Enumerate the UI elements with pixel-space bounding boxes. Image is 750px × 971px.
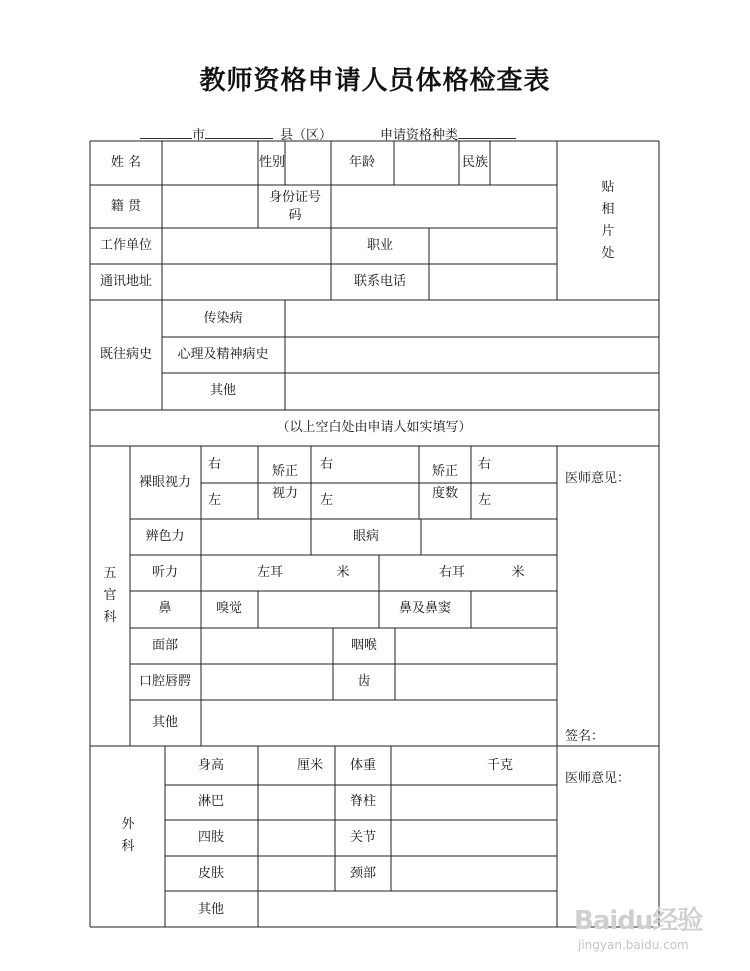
naked-right-label: 右 (208, 457, 222, 472)
lymph-label: 淋巴 (197, 794, 225, 809)
id-number-label: 身份证号码 (268, 190, 321, 223)
right-ear-unit: 米 (511, 565, 525, 580)
corrected-vision-label: 矫正视力 (271, 464, 298, 501)
face-label: 面部 (151, 638, 179, 653)
gender-label: 性别 (258, 155, 285, 170)
mental-history-label: 心理及精神病史 (177, 347, 269, 362)
address-label: 通讯地址 (99, 274, 153, 289)
degree-left-label: 左 (478, 493, 492, 508)
teeth-label: 齿 (357, 674, 371, 689)
height-label: 身高 (197, 758, 225, 773)
baidu-watermark-logo: Baidu经验 (574, 906, 703, 936)
smell-label: 嗅觉 (215, 601, 243, 616)
facial-other-label: 其他 (151, 715, 179, 730)
baidu-watermark-url: jingyan.baidu.com (578, 938, 689, 952)
surgery-other-label: 其他 (197, 902, 225, 917)
corrected-right-label: 右 (320, 457, 334, 472)
county-label: 县（区） (280, 128, 333, 143)
limbs-label: 四肢 (197, 830, 225, 845)
nose-label: 鼻 (158, 601, 172, 616)
qualification-type-field: 申请资格种类 (380, 124, 516, 143)
applicant-note: （以上空白处由申请人如实填写） (276, 420, 472, 435)
sinus-label: 鼻及鼻窦 (398, 601, 452, 616)
form-title: 教师资格申请人员体格检查表 (199, 66, 551, 96)
hearing-label: 听力 (151, 565, 179, 580)
native-place-label: 籍 贯 (110, 199, 142, 214)
degree-right-label: 右 (478, 457, 492, 472)
photo-placeholder: 贴相片处 (601, 180, 615, 261)
corrected-left-label: 左 (320, 493, 334, 508)
phone-label: 联系电话 (353, 274, 407, 289)
throat-label: 咽喉 (350, 638, 378, 653)
facial-doctor-opinion: 医师意见： (565, 471, 631, 486)
left-ear-unit: 米 (336, 565, 350, 580)
neck-label: 颈部 (349, 866, 377, 881)
facial-signature-label: 签名： (565, 729, 605, 744)
history-other-label: 其他 (209, 383, 237, 398)
height-unit: 厘米 (296, 758, 324, 773)
spine-label: 脊柱 (349, 794, 377, 809)
name-label: 姓 名 (110, 155, 142, 170)
occupation-label: 职业 (366, 238, 394, 253)
surgery-doctor-opinion: 医师意见： (565, 771, 631, 786)
joints-label: 关节 (349, 830, 377, 845)
age-label: 年龄 (348, 155, 376, 170)
ethnicity-label: 民族 (461, 155, 488, 170)
work-unit-label: 工作单位 (99, 238, 153, 253)
skin-label: 皮肤 (197, 866, 225, 881)
infectious-disease-label: 传染病 (203, 311, 243, 326)
city-field: 市 (140, 124, 273, 143)
eye-disease-label: 眼病 (352, 529, 380, 544)
weight-unit: 千克 (486, 758, 514, 773)
oral-label: 口腔唇腭 (138, 674, 192, 689)
right-ear-label: 右耳 (438, 565, 466, 580)
color-vision-label: 辨色力 (145, 529, 185, 544)
naked-vision-label: 裸眼视力 (138, 475, 192, 490)
history-label: 既往病史 (99, 347, 153, 362)
correction-degree-label: 矫正度数 (431, 464, 458, 501)
facial-section-label: 五官科 (103, 566, 117, 625)
surgery-section-label: 外科 (121, 817, 135, 854)
weight-label: 体重 (349, 758, 377, 773)
naked-left-label: 左 (208, 493, 222, 508)
left-ear-label: 左耳 (256, 565, 284, 580)
